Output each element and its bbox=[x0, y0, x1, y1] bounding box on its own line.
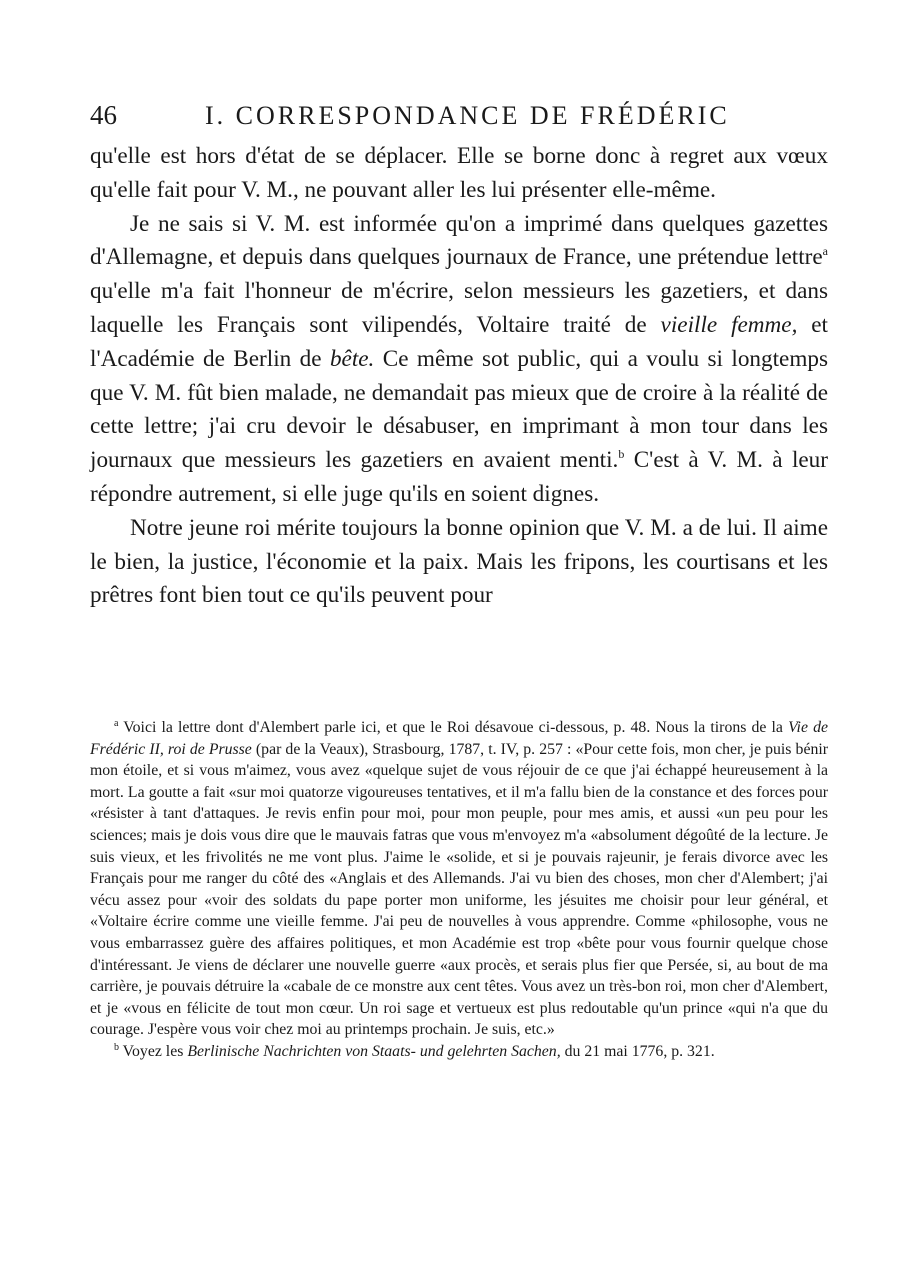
paragraph-1: qu'elle est hors d'état de se déplacer. Elle se borne donc à regret aux vœux qu'elle fait pour V. M., ne pouvant aller les lui présenter elle-même. bbox=[90, 143, 828, 203]
footnote-a-marker: a bbox=[114, 718, 119, 729]
paragraph-2-text-d: Ce même sot public, qui a voulu si longtemps que V. M. fût bien malade, ne demandait pas mieux que de croire à la réalité de cette lettre; j'ai cru devoir le désabuser, en imprimant à mon tour dans les journaux que messieurs les gazetiers en avaient menti. bbox=[90, 345, 828, 474]
footnote-a-text-2: (par de la Veaux), Strasbourg, 1787, t. IV, p. 257 : «Pour cette fois, mon cher, je puis bénir mon étoile, et si vous m'aimez, vous avez «quelque sujet de vous réjouir de ce que j'ai échappé heureusement à la mort. La goutte a fait «sur moi quatorze vigoureuses tentatives, et il m'a fallu bien de la constance et des forces pour «résister à tant d'attaques. Je revis enfin pour moi, pour mon peuple, pour mes amis, et aussi «un peu pour les sciences; mais je dois vous dire que le mauvais fatras que vous m'envoyez m'a «absolument dégoûté de la lecture. Je suis vieux, et les frivolités ne me vont plus. J'aime le «solide, et si je pouvais rajeunir, je ferais divorce avec les Français pour me ranger du côté des «Anglais et des Allemands. J'ai vu bien des choses, mon cher d'Alembert; j'ai vécu assez pour «voir des soldats du pape porter mon uniforme, les jésuites me choisir pour leur général, et «Voltaire écrire comme une vieille femme. J'ai peu de nouvelles à vous apprendre. Comme «philosophe, vous ne vous embarrassez guère des affaires politiques, et mon Académie est trop «bête pour vous fournir quelque chose d'intéressant. Je viens de déclarer une nouvelle guerre «aux procès, et serais plus fier que Persée, si, au bout de ma carrière, je pouvais détruire la «cabale de ce monstre aux cent têtes. Vous avez un très-bon roi, mon cher d'Alembert, et je «vous en félicite de tout mon cœur. Un roi sage et vertueux est plus redoutable qu'un prince «qui n'a que du courage. J'espère vous voir chez moi au printemps prochain. Je suis, etc.» bbox=[90, 740, 828, 1039]
footnote-b-marker: b bbox=[114, 1041, 119, 1053]
footnote-a bbox=[90, 717, 828, 1041]
running-head bbox=[90, 100, 828, 140]
main-text bbox=[90, 140, 828, 613]
footnote-ref-a[interactable]: a bbox=[822, 244, 828, 259]
footnote-b-text-1: Voyez les bbox=[119, 1042, 188, 1060]
paragraph-2-text-a: Je ne sais si V. M. est informée qu'on a imprimé dans quelques gazettes d'Allemagne, et depuis dans quelques journaux de France, une prétendue lettre bbox=[90, 210, 828, 271]
italic-phrase-vieille-femme: vieille femme, bbox=[660, 311, 798, 338]
footnote-a-book-title: Vie de Frédéric II, roi de Prusse bbox=[90, 719, 828, 758]
paragraph-2-text-b: qu'elle m'a fait l'honneur de m'écrire, selon messieurs les gazetiers, et dans laquelle les Français sont vilipendés, Voltaire traité de bbox=[90, 278, 828, 338]
footnote-ref-b[interactable]: b bbox=[618, 447, 625, 462]
footnote-b-text-2: du 21 mai 1776, p. 321. bbox=[560, 1042, 715, 1060]
italic-word-bete: bête. bbox=[329, 345, 375, 372]
paragraph-2-text-c: et l'Académie de Berlin de bbox=[90, 311, 828, 372]
footnotes bbox=[90, 717, 828, 1063]
footnote-b-journal-title: Berlinische Nachrichten von Staats- und gelehrten Sachen, bbox=[187, 1042, 561, 1060]
running-title: I. CORRESPONDANCE DE FRÉDÉRIC bbox=[205, 101, 730, 130]
paragraph-2 bbox=[90, 208, 828, 512]
paragraph-2-text-e: C'est à V. M. à leur répondre autrement, si elle juge qu'ils en soient dignes. bbox=[90, 447, 828, 507]
paragraph-3: Notre jeune roi mérite toujours la bonne opinion que V. M. a de lui. Il aime le bien, la justice, l'économie et la paix. Mais les fripons, les courtisans et les prêtres font bien tout ce qu'ils peuvent pour bbox=[90, 514, 828, 609]
page bbox=[90, 100, 828, 613]
footnote-a-text-1: Voici la lettre dont d'Alembert parle ici, et que le Roi désavoue ci-dessous, p. 48. Nous la tirons de la bbox=[118, 719, 789, 736]
footnote-b bbox=[90, 1041, 828, 1063]
page-number: 46 bbox=[90, 100, 117, 130]
